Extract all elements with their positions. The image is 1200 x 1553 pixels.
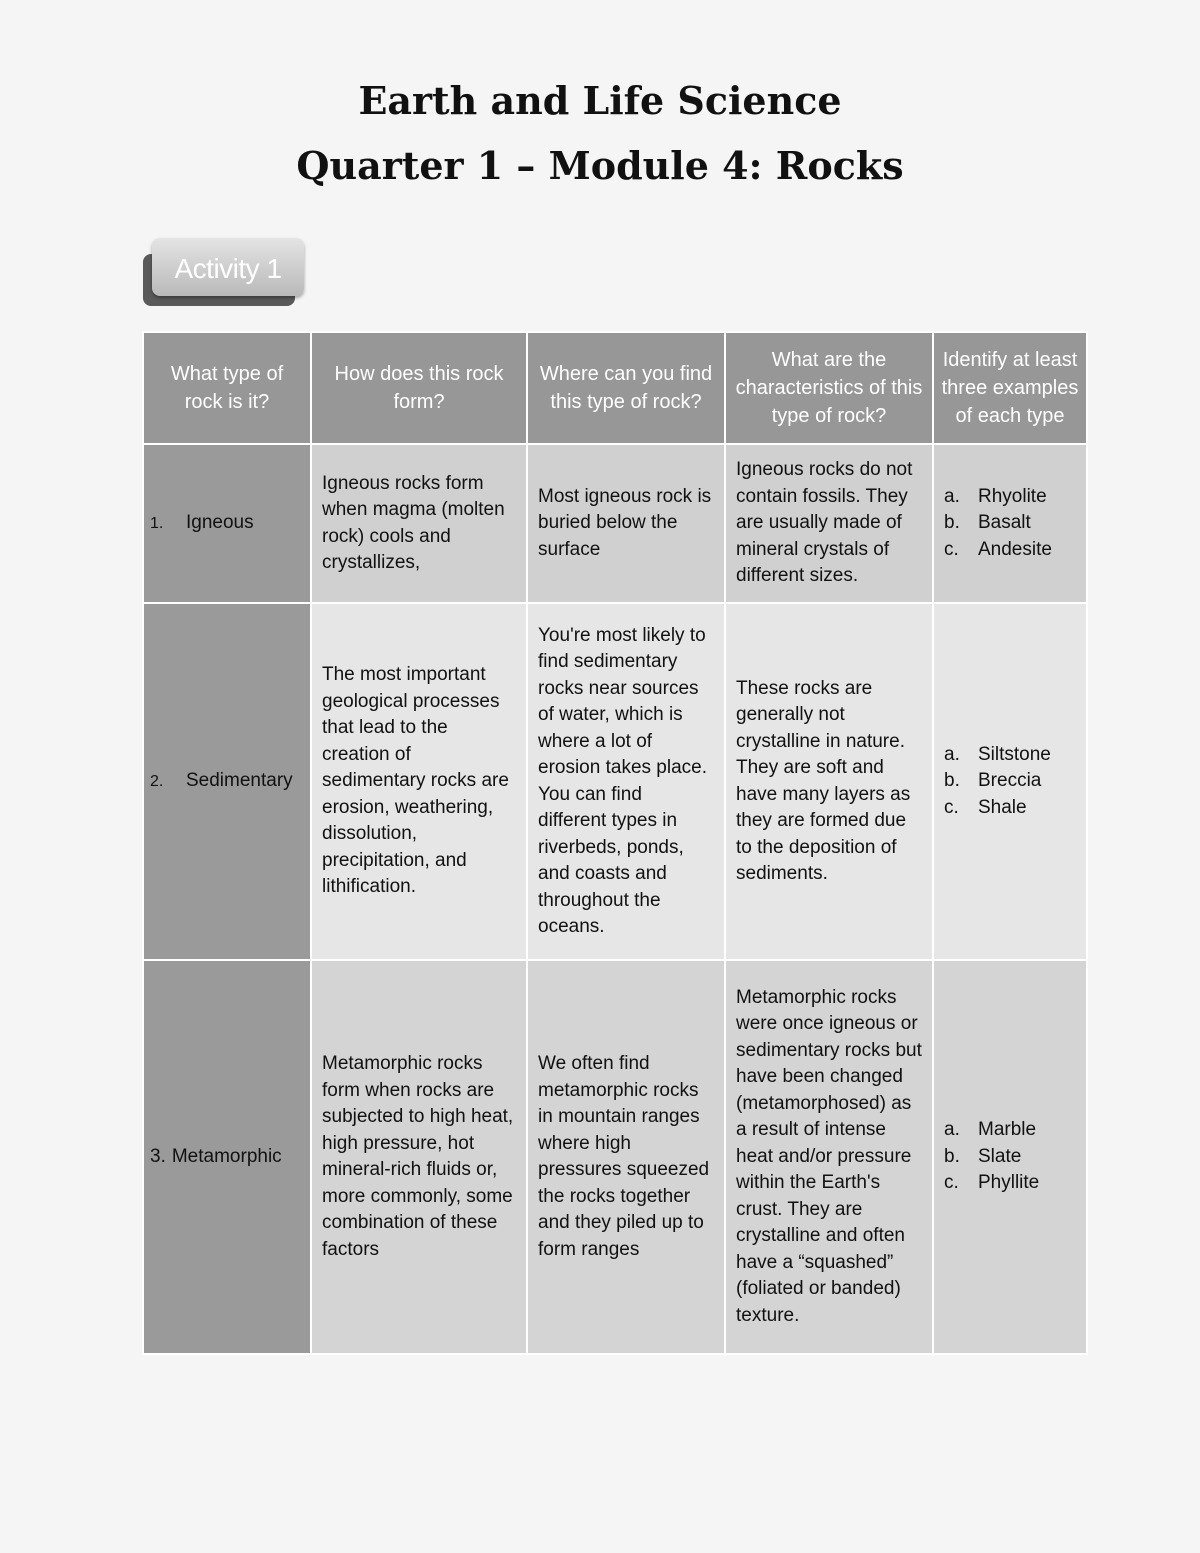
page-subtitle: Quarter 1 – Module 4: Rocks [296, 143, 904, 188]
list-item: b. Breccia [944, 770, 1042, 792]
list-item: a. Siltstone [944, 743, 1051, 765]
table-row-metamorphic [143, 960, 1087, 1354]
table-row-igneous [143, 444, 1087, 603]
activity-label: Activity 1 [152, 238, 304, 296]
list-item: b. Slate [944, 1145, 1022, 1167]
location-cell: You're most likely to find sedimentary rocks near sources of water, which is where a lot of erosion takes place. You can find different types in riverbeds, ponds, and coasts and throughout the oceans. [527, 603, 725, 960]
header-rock-location: Where can you find this type of rock? [527, 332, 725, 444]
rock-type-name: Sedimentary [186, 769, 293, 791]
characteristics-cell: Metamorphic rocks were once igneous or sedimentary rocks but have been changed (metamorphosed) as a result of intense heat and/or pressure within the Earth's crust. They are crystalline and often have a “squashed” (foliated or banded) texture. [725, 960, 933, 1354]
examples-list [944, 484, 1076, 564]
rock-type-cell [143, 444, 311, 603]
row-number: 2. [150, 772, 164, 790]
rocks-table [142, 331, 1088, 1355]
header-rock-formation: How does this rock form? [311, 332, 527, 444]
list-item: c. Andesite [944, 538, 1052, 560]
rock-type-cell [143, 603, 311, 960]
location-cell: We often find metamorphic rocks in mountain ranges where high pressures squeezed the rocks together and they piled up to form ranges [527, 960, 725, 1354]
list-item: a. Marble [944, 1119, 1037, 1141]
list-item: c. Phyllite [944, 1172, 1040, 1194]
row-number: 3. [150, 1145, 166, 1167]
characteristics-cell: These rocks are generally not crystalline in nature. They are soft and have many layers as they are formed due to the deposition of sediments. [725, 603, 933, 960]
examples-list [944, 742, 1076, 822]
header-rock-characteristics: What are the characteristics of this type of rock? [725, 332, 933, 444]
examples-cell [933, 960, 1087, 1354]
rock-type-cell [143, 960, 311, 1354]
formation-cell: Igneous rocks form when magma (molten rock) cools and crystallizes, [311, 444, 527, 603]
formation-cell: The most important geological processes that lead to the creation of sedimentary rocks are erosion, weathering, dissolution, precipitation, and lithification. [311, 603, 527, 960]
location-cell: Most igneous rock is buried below the surface [527, 444, 725, 603]
examples-cell [933, 444, 1087, 603]
examples-list [944, 1117, 1076, 1197]
list-item: b. Basalt [944, 512, 1031, 534]
activity-label-box [143, 238, 305, 308]
characteristics-cell: Igneous rocks do not contain fossils. They are usually made of mineral crystals of different sizes. [725, 444, 933, 603]
list-item: c. Shale [944, 796, 1027, 818]
row-number: 1. [150, 514, 164, 532]
table-header-row [143, 332, 1087, 444]
list-item: a. Rhyolite [944, 485, 1047, 507]
rock-type-name: Igneous [186, 511, 254, 533]
examples-cell [933, 603, 1087, 960]
page-title: Earth and Life Science [358, 78, 842, 123]
rock-type-name: Metamorphic [171, 1145, 282, 1167]
formation-cell: Metamorphic rocks form when rocks are subjected to high heat, high pressure, hot mineral-rich fluids or, more commonly, some combination of these factors [311, 960, 527, 1354]
header-rock-examples: Identify at least three examples of each type [933, 332, 1087, 444]
header-rock-type: What type of rock is it? [143, 332, 311, 444]
table-row-sedimentary [143, 603, 1087, 960]
